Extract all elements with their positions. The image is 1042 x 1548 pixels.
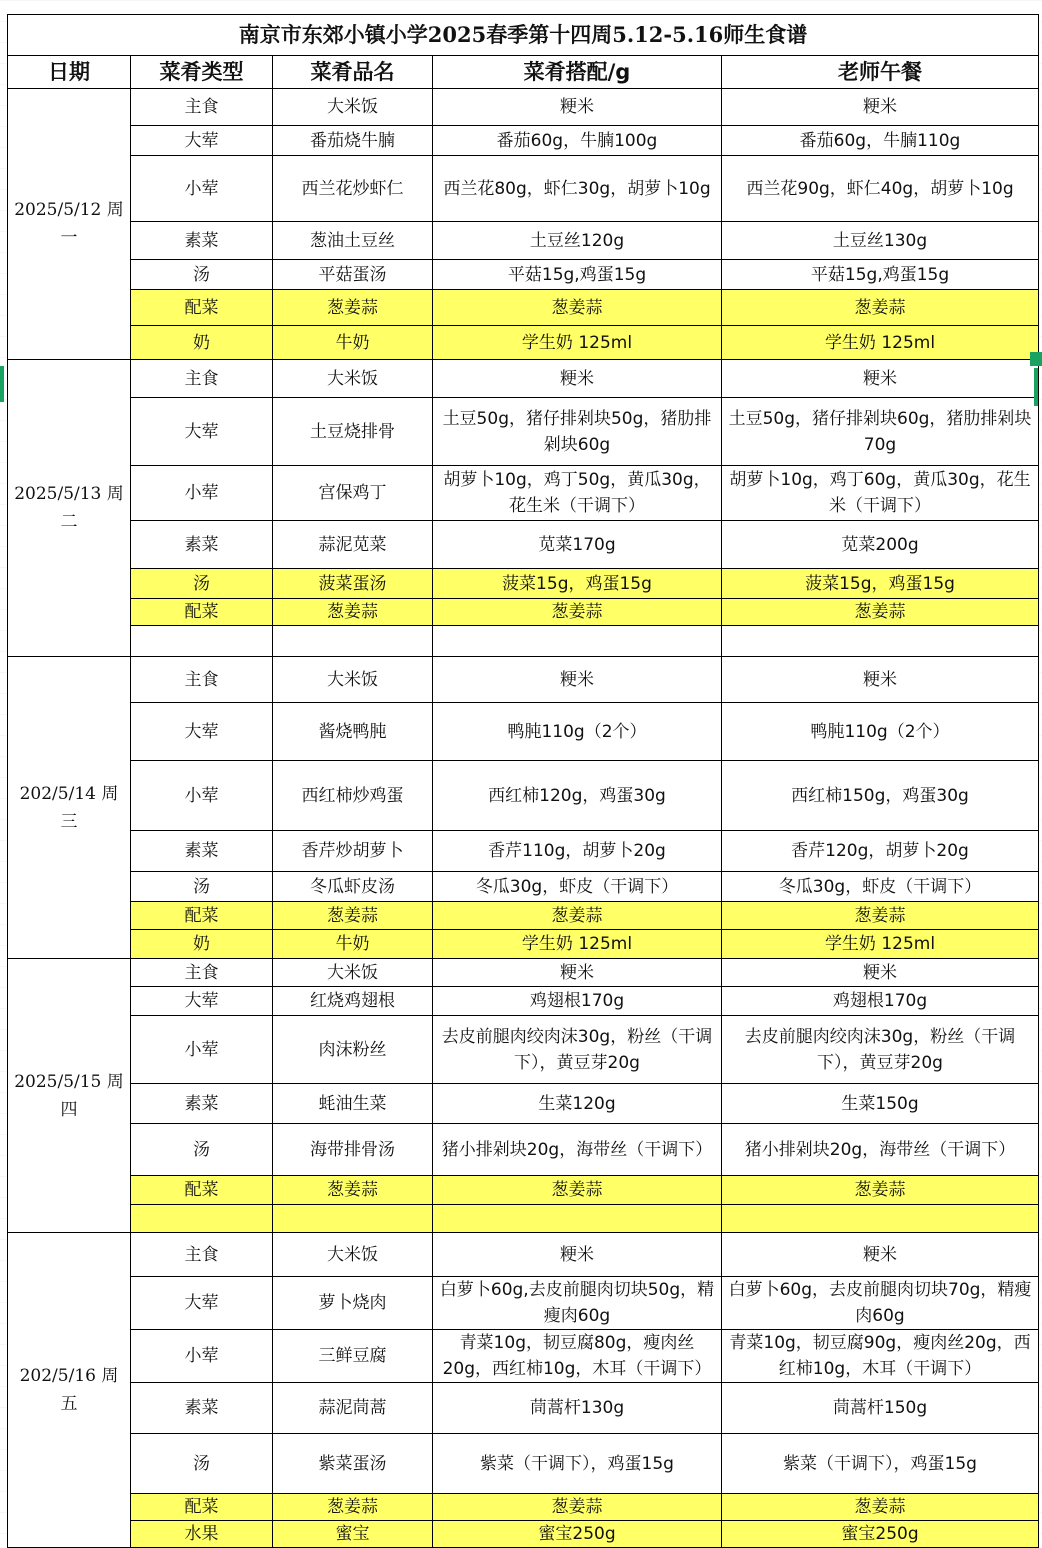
dish-type-cell[interactable]: 配菜: [131, 902, 273, 930]
dish-type-cell[interactable]: [131, 626, 273, 657]
teacher-lunch-cell[interactable]: 猪小排剁块20g，海带丝（干调下）: [722, 1124, 1039, 1176]
teacher-lunch-cell[interactable]: 葱姜蒜: [722, 1494, 1039, 1521]
dish-type-cell[interactable]: 素菜: [131, 521, 273, 569]
student-portion-cell[interactable]: 西红柿120g，鸡蛋30g: [433, 761, 722, 831]
student-portion-cell[interactable]: 粳米: [433, 360, 722, 398]
teacher-lunch-cell[interactable]: 学生奶 125ml: [722, 326, 1039, 360]
dish-type-cell[interactable]: 小荤: [131, 1330, 273, 1383]
table-row: [8, 902, 1039, 930]
teacher-lunch-cell[interactable]: 西兰花90g，虾仁40g，胡萝卜10g: [722, 156, 1039, 222]
dish-type-cell[interactable]: 小荤: [131, 156, 273, 222]
header-dish-type: 菜肴类型: [131, 56, 273, 89]
header-student-portion: 菜肴搭配/g: [433, 56, 722, 89]
dish-name-cell[interactable]: 大米饭: [273, 1233, 433, 1277]
teacher-lunch-cell[interactable]: 去皮前腿肉绞肉沫30g，粉丝（干调下），黄豆芽20g: [722, 1016, 1039, 1084]
dish-type-cell[interactable]: 配菜: [131, 599, 273, 626]
dish-type-cell[interactable]: 大荤: [131, 126, 273, 156]
dish-name-cell[interactable]: 紫菜蛋汤: [273, 1434, 433, 1494]
dish-name-cell[interactable]: 葱姜蒜: [273, 599, 433, 626]
dish-name-cell[interactable]: 香芹炒胡萝卜: [273, 831, 433, 872]
table-row: [8, 466, 1039, 521]
teacher-lunch-cell[interactable]: 蜜宝250g: [722, 1521, 1039, 1548]
teacher-lunch-cell[interactable]: 葱姜蒜: [722, 290, 1039, 326]
selection-edge-right[interactable]: [1034, 368, 1038, 406]
student-portion-cell[interactable]: 学生奶 125ml: [433, 326, 722, 360]
teacher-lunch-cell[interactable]: 土豆丝130g: [722, 222, 1039, 260]
teacher-lunch-cell[interactable]: 葱姜蒜: [722, 902, 1039, 930]
teacher-lunch-cell[interactable]: 粳米: [722, 1233, 1039, 1277]
dish-type-cell[interactable]: 主食: [131, 89, 273, 126]
student-portion-cell[interactable]: 平菇15g,鸡蛋15g: [433, 260, 722, 290]
dish-name-cell[interactable]: 番茄烧牛腩: [273, 126, 433, 156]
teacher-lunch-cell[interactable]: 粳米: [722, 360, 1039, 398]
student-portion-cell[interactable]: 西兰花80g，虾仁30g，胡萝卜10g: [433, 156, 722, 222]
student-portion-cell[interactable]: 菠菜15g，鸡蛋15g: [433, 569, 722, 599]
table-row: [8, 872, 1039, 902]
dish-type-cell[interactable]: 素菜: [131, 831, 273, 872]
teacher-lunch-cell[interactable]: 菠菜15g，鸡蛋15g: [722, 569, 1039, 599]
table-row: [8, 987, 1039, 1016]
student-portion-cell[interactable]: 番茄60g，牛腩100g: [433, 126, 722, 156]
menu-body: [8, 89, 1039, 1548]
dish-name-cell[interactable]: 大米饭: [273, 360, 433, 398]
dish-type-cell[interactable]: 汤: [131, 872, 273, 902]
dish-type-cell[interactable]: 主食: [131, 959, 273, 987]
table-row: [8, 1383, 1039, 1434]
selection-handle-right[interactable]: [1030, 352, 1042, 366]
dish-name-cell[interactable]: 西红柿炒鸡蛋: [273, 761, 433, 831]
table-row: [8, 290, 1039, 326]
selection-edge-left[interactable]: [0, 366, 4, 402]
title-row: [8, 15, 1039, 56]
teacher-lunch-cell[interactable]: 青菜10g，韧豆腐90g，瘦肉丝20g，西红柿10g，木耳（干调下）: [722, 1330, 1039, 1383]
teacher-lunch-cell[interactable]: 紫菜（干调下），鸡蛋15g: [722, 1434, 1039, 1494]
student-portion-cell[interactable]: 粳米: [433, 1233, 722, 1277]
student-portion-cell[interactable]: 土豆50g，猪仔排剁块50g，猪肋排剁块60g: [433, 398, 722, 466]
table-row: [8, 326, 1039, 360]
dish-name-cell[interactable]: 冬瓜虾皮汤: [273, 872, 433, 902]
dish-type-cell[interactable]: [131, 1205, 273, 1233]
dish-name-cell[interactable]: 大米饭: [273, 89, 433, 126]
dish-type-cell[interactable]: 小荤: [131, 1016, 273, 1084]
table-row: [8, 657, 1039, 703]
table-row: [8, 156, 1039, 222]
student-portion-cell[interactable]: 胡萝卜10g，鸡丁50g，黄瓜30g，花生米（干调下）: [433, 466, 722, 521]
dish-type-cell[interactable]: 大荤: [131, 987, 273, 1016]
dish-name-cell[interactable]: 海带排骨汤: [273, 1124, 433, 1176]
teacher-lunch-cell[interactable]: 平菇15g,鸡蛋15g: [722, 260, 1039, 290]
teacher-lunch-cell[interactable]: 鸡翅根170g: [722, 987, 1039, 1016]
dish-name-cell[interactable]: 蜜宝: [273, 1521, 433, 1548]
dish-name-cell[interactable]: 红烧鸡翅根: [273, 987, 433, 1016]
table-row: [8, 1233, 1039, 1277]
student-portion-cell[interactable]: 茼蒿杆130g: [433, 1383, 722, 1434]
student-portion-cell[interactable]: 去皮前腿肉绞肉沫30g，粉丝（干调下），黄豆芽20g: [433, 1016, 722, 1084]
date-cell[interactable]: 2025/5/12 周一: [8, 89, 131, 360]
table-row: [8, 831, 1039, 872]
student-portion-cell[interactable]: 紫菜（干调下），鸡蛋15g: [433, 1434, 722, 1494]
date-cell[interactable]: 202/5/14 周三: [8, 657, 131, 959]
dish-name-cell[interactable]: 葱姜蒜: [273, 1176, 433, 1205]
dish-name-cell[interactable]: 蒜泥茼蒿: [273, 1383, 433, 1434]
table-row: [8, 1124, 1039, 1176]
header-dish-name: 菜肴品名: [273, 56, 433, 89]
dish-type-cell[interactable]: 小荤: [131, 761, 273, 831]
teacher-lunch-cell[interactable]: 生菜150g: [722, 1084, 1039, 1124]
teacher-lunch-cell[interactable]: 葱姜蒜: [722, 599, 1039, 626]
teacher-lunch-cell[interactable]: 番茄60g，牛腩110g: [722, 126, 1039, 156]
dish-type-cell[interactable]: 素菜: [131, 1383, 273, 1434]
dish-name-cell[interactable]: 肉沫粉丝: [273, 1016, 433, 1084]
date-cell[interactable]: 2025/5/15 周四: [8, 959, 131, 1233]
table-row: [8, 761, 1039, 831]
student-portion-cell[interactable]: [433, 626, 722, 657]
student-portion-cell[interactable]: [433, 1205, 722, 1233]
dish-name-cell[interactable]: 大米饭: [273, 657, 433, 703]
dish-type-cell[interactable]: 配菜: [131, 290, 273, 326]
teacher-lunch-cell[interactable]: 冬瓜30g，虾皮（干调下）: [722, 872, 1039, 902]
student-portion-cell[interactable]: 葱姜蒜: [433, 902, 722, 930]
table-row: [8, 959, 1039, 987]
date-cell[interactable]: 2025/5/13 周二: [8, 360, 131, 657]
table-row: [8, 398, 1039, 466]
student-portion-cell[interactable]: 香芹110g，胡萝卜20g: [433, 831, 722, 872]
dish-name-cell[interactable]: 平菇蛋汤: [273, 260, 433, 290]
dish-name-cell[interactable]: [273, 626, 433, 657]
teacher-lunch-cell[interactable]: 胡萝卜10g，鸡丁60g，黄瓜30g，花生米（干调下）: [722, 466, 1039, 521]
teacher-lunch-cell[interactable]: 粳米: [722, 89, 1039, 126]
student-portion-cell[interactable]: 粳米: [433, 959, 722, 987]
dish-type-cell[interactable]: 汤: [131, 1124, 273, 1176]
dish-name-cell[interactable]: 萝卜烧肉: [273, 1277, 433, 1330]
table-row: [8, 1277, 1039, 1330]
header-teacher-lunch: 老师午餐: [722, 56, 1039, 89]
table-row: [8, 1176, 1039, 1205]
table-row: [8, 126, 1039, 156]
table-row: [8, 1084, 1039, 1124]
date-cell[interactable]: 202/5/16 周五: [8, 1233, 131, 1548]
header-row: [8, 56, 1039, 89]
table-row: [8, 521, 1039, 569]
teacher-lunch-cell[interactable]: 葱姜蒜: [722, 1176, 1039, 1205]
menu-table: [7, 14, 1039, 1548]
table-row: [8, 1521, 1039, 1548]
dish-name-cell[interactable]: 西兰花炒虾仁: [273, 156, 433, 222]
student-portion-cell[interactable]: 生菜120g: [433, 1084, 722, 1124]
student-portion-cell[interactable]: 葱姜蒜: [433, 1494, 722, 1521]
student-portion-cell[interactable]: 猪小排剁块20g，海带丝（干调下）: [433, 1124, 722, 1176]
teacher-lunch-cell[interactable]: 白萝卜60g，去皮前腿肉切块70g，精瘦肉60g: [722, 1277, 1039, 1330]
teacher-lunch-cell[interactable]: 学生奶 125ml: [722, 930, 1039, 959]
dish-name-cell[interactable]: 三鲜豆腐: [273, 1330, 433, 1383]
teacher-lunch-cell[interactable]: 鸭肫110g（2个）: [722, 703, 1039, 761]
student-portion-cell[interactable]: 蜜宝250g: [433, 1521, 722, 1548]
teacher-lunch-cell[interactable]: 西红柿150g，鸡蛋30g: [722, 761, 1039, 831]
dish-type-cell[interactable]: 汤: [131, 1434, 273, 1494]
dish-type-cell[interactable]: 配菜: [131, 1494, 273, 1521]
dish-type-cell[interactable]: 素菜: [131, 1084, 273, 1124]
table-row: [8, 1434, 1039, 1494]
teacher-lunch-cell[interactable]: 粳米: [722, 959, 1039, 987]
dish-name-cell[interactable]: 牛奶: [273, 930, 433, 959]
dish-type-cell[interactable]: 奶: [131, 930, 273, 959]
dish-name-cell[interactable]: 蒜泥苋菜: [273, 521, 433, 569]
table-row: [8, 360, 1039, 398]
dish-name-cell[interactable]: 牛奶: [273, 326, 433, 360]
dish-type-cell[interactable]: 大荤: [131, 1277, 273, 1330]
dish-name-cell[interactable]: [273, 1205, 433, 1233]
dish-type-cell[interactable]: 汤: [131, 569, 273, 599]
student-portion-cell[interactable]: 白萝卜60g,去皮前腿肉切块50g，精瘦肉60g: [433, 1277, 722, 1330]
dish-type-cell[interactable]: 主食: [131, 360, 273, 398]
student-portion-cell[interactable]: 鸭肫110g（2个）: [433, 703, 722, 761]
table-row: [8, 1330, 1039, 1383]
dish-name-cell[interactable]: 葱姜蒜: [273, 1494, 433, 1521]
student-portion-cell[interactable]: 葱姜蒜: [433, 1176, 722, 1205]
teacher-lunch-cell[interactable]: 香芹120g，胡萝卜20g: [722, 831, 1039, 872]
student-portion-cell[interactable]: 土豆丝120g: [433, 222, 722, 260]
dish-name-cell[interactable]: 土豆烧排骨: [273, 398, 433, 466]
student-portion-cell[interactable]: 粳米: [433, 89, 722, 126]
dish-name-cell[interactable]: 葱姜蒜: [273, 290, 433, 326]
table-row: [8, 89, 1039, 126]
dish-name-cell[interactable]: 菠菜蛋汤: [273, 569, 433, 599]
dish-type-cell[interactable]: 大荤: [131, 703, 273, 761]
dish-type-cell[interactable]: 汤: [131, 260, 273, 290]
page-title: 南京市东郊小镇小学2025春季第十四周5.12-5.16师生食谱: [8, 15, 1039, 56]
table-row: [8, 260, 1039, 290]
table-row: [8, 1016, 1039, 1084]
dish-type-cell[interactable]: 素菜: [131, 222, 273, 260]
table-row: [8, 930, 1039, 959]
teacher-lunch-cell[interactable]: 茼蒿杆150g: [722, 1383, 1039, 1434]
student-portion-cell[interactable]: 葱姜蒜: [433, 599, 722, 626]
table-row: [8, 626, 1039, 657]
dish-type-cell[interactable]: 主食: [131, 657, 273, 703]
dish-name-cell[interactable]: 蚝油生菜: [273, 1084, 433, 1124]
dish-name-cell[interactable]: 酱烧鸭肫: [273, 703, 433, 761]
teacher-lunch-cell[interactable]: 苋菜200g: [722, 521, 1039, 569]
student-portion-cell[interactable]: 冬瓜30g，虾皮（干调下）: [433, 872, 722, 902]
dish-name-cell[interactable]: 葱油土豆丝: [273, 222, 433, 260]
table-row: [8, 599, 1039, 626]
teacher-lunch-cell[interactable]: [722, 1205, 1039, 1233]
table-row: [8, 1205, 1039, 1233]
dish-type-cell[interactable]: 小荤: [131, 466, 273, 521]
dish-name-cell[interactable]: 葱姜蒜: [273, 902, 433, 930]
dish-type-cell[interactable]: 水果: [131, 1521, 273, 1548]
student-portion-cell[interactable]: 粳米: [433, 657, 722, 703]
student-portion-cell[interactable]: 苋菜170g: [433, 521, 722, 569]
header-date: 日期: [8, 56, 131, 89]
table-row: [8, 1494, 1039, 1521]
table-row: [8, 222, 1039, 260]
table-row: [8, 703, 1039, 761]
student-portion-cell[interactable]: 鸡翅根170g: [433, 987, 722, 1016]
dish-type-cell[interactable]: 配菜: [131, 1176, 273, 1205]
student-portion-cell[interactable]: 学生奶 125ml: [433, 930, 722, 959]
dish-name-cell[interactable]: 宫保鸡丁: [273, 466, 433, 521]
dish-type-cell[interactable]: 大荤: [131, 398, 273, 466]
dish-name-cell[interactable]: 大米饭: [273, 959, 433, 987]
table-row: [8, 569, 1039, 599]
student-portion-cell[interactable]: 葱姜蒜: [433, 290, 722, 326]
dish-type-cell[interactable]: 主食: [131, 1233, 273, 1277]
teacher-lunch-cell[interactable]: [722, 626, 1039, 657]
dish-type-cell[interactable]: 奶: [131, 326, 273, 360]
teacher-lunch-cell[interactable]: 粳米: [722, 657, 1039, 703]
teacher-lunch-cell[interactable]: 土豆50g，猪仔排剁块60g，猪肋排剁块70g: [722, 398, 1039, 466]
student-portion-cell[interactable]: 青菜10g，韧豆腐80g，瘦肉丝20g，西红柿10g，木耳（干调下）: [433, 1330, 722, 1383]
